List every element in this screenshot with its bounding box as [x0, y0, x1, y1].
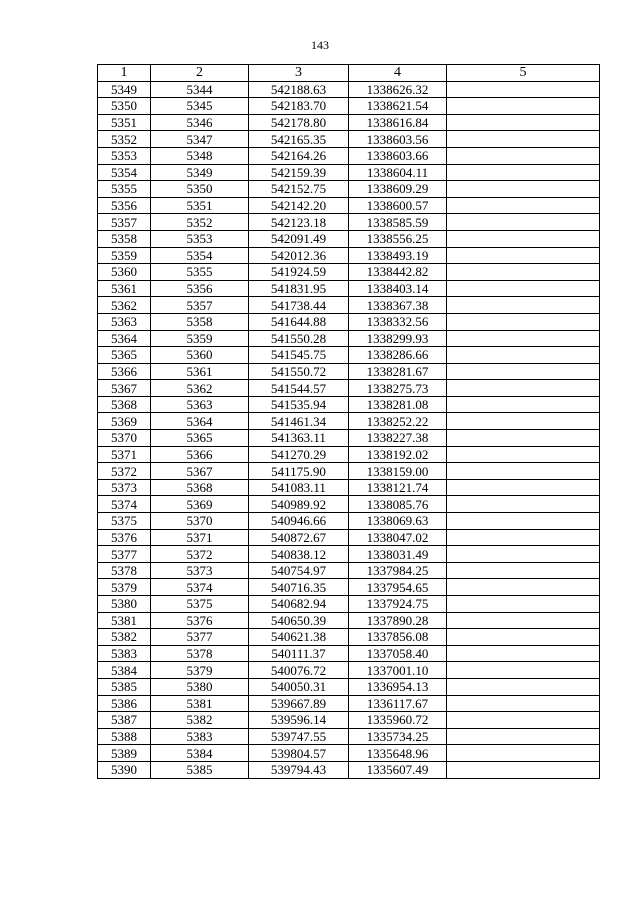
table-cell: 1338085.76 [349, 496, 447, 513]
table-cell: 5347 [151, 131, 249, 148]
table-cell: 5365 [151, 430, 249, 447]
table-cell: 5376 [151, 612, 249, 629]
table-cell: 5375 [151, 596, 249, 613]
table-cell [447, 728, 600, 745]
table-row [98, 313, 600, 330]
table-row [98, 761, 600, 778]
table-cell: 5355 [151, 264, 249, 281]
table-cell: 540111.37 [249, 645, 349, 662]
table-row [98, 678, 600, 695]
table-cell: 5360 [151, 347, 249, 364]
table-cell [447, 147, 600, 164]
table-cell [447, 380, 600, 397]
table-cell: 1338299.93 [349, 330, 447, 347]
table-cell: 540682.94 [249, 596, 349, 613]
table-cell: 542012.36 [249, 247, 349, 264]
table-cell: 542142.20 [249, 197, 349, 214]
table-cell: 541644.88 [249, 313, 349, 330]
table-cell: 541363.11 [249, 430, 349, 447]
table-cell: 5352 [151, 214, 249, 231]
table-cell: 539794.43 [249, 761, 349, 778]
table-cell: 540716.35 [249, 579, 349, 596]
table-row [98, 114, 600, 131]
table-cell [447, 596, 600, 613]
table-cell: 1337856.08 [349, 629, 447, 646]
page-number: 143 [311, 38, 329, 52]
table-cell [447, 662, 600, 679]
table-cell [447, 330, 600, 347]
table-row [98, 662, 600, 679]
table-cell [447, 529, 600, 546]
table-cell: 1338069.63 [349, 513, 447, 530]
table-row [98, 98, 600, 115]
table-row [98, 629, 600, 646]
table-row [98, 430, 600, 447]
table-cell: 5353 [98, 147, 151, 164]
table-row [98, 280, 600, 297]
table-cell: 5351 [151, 197, 249, 214]
table-cell: 542152.75 [249, 181, 349, 198]
table-cell: 5388 [98, 728, 151, 745]
table-row [98, 496, 600, 513]
table-cell: 1338556.25 [349, 230, 447, 247]
table-row [98, 396, 600, 413]
table-cell: 539667.89 [249, 695, 349, 712]
column-header: 2 [151, 65, 249, 82]
table-cell [447, 496, 600, 513]
table-cell: 539804.57 [249, 745, 349, 762]
table-cell [447, 164, 600, 181]
table-cell: 5366 [151, 446, 249, 463]
table-cell [447, 712, 600, 729]
table-cell: 5371 [98, 446, 151, 463]
table-cell: 5363 [151, 396, 249, 413]
table-cell [447, 114, 600, 131]
column-header: 1 [98, 65, 151, 82]
table-cell: 5350 [98, 98, 151, 115]
table-row [98, 596, 600, 613]
table-cell: 541270.29 [249, 446, 349, 463]
table-cell: 5358 [151, 313, 249, 330]
table-cell: 5354 [98, 164, 151, 181]
table-cell: 5374 [151, 579, 249, 596]
table-row [98, 579, 600, 596]
table-row [98, 264, 600, 281]
table-cell [447, 579, 600, 596]
table-cell [447, 98, 600, 115]
table-row [98, 463, 600, 480]
table-cell: 540838.12 [249, 546, 349, 563]
table-cell: 5351 [98, 114, 151, 131]
table-row [98, 612, 600, 629]
table-cell: 541550.28 [249, 330, 349, 347]
table-cell: 1338227.38 [349, 430, 447, 447]
table-cell: 1338252.22 [349, 413, 447, 430]
table-cell [447, 546, 600, 563]
table-row [98, 247, 600, 264]
column-header: 3 [249, 65, 349, 82]
table-cell: 5353 [151, 230, 249, 247]
table-row [98, 380, 600, 397]
table-cell: 5378 [151, 645, 249, 662]
table-cell: 5356 [98, 197, 151, 214]
table-cell [447, 413, 600, 430]
table-cell: 5352 [98, 131, 151, 148]
table-cell: 540754.97 [249, 562, 349, 579]
table-row [98, 347, 600, 364]
table-cell: 540650.39 [249, 612, 349, 629]
table-cell [447, 197, 600, 214]
table-cell: 5376 [98, 529, 151, 546]
table-row [98, 147, 600, 164]
table-cell: 5358 [98, 230, 151, 247]
table-cell [447, 479, 600, 496]
table-row [98, 546, 600, 563]
table-cell: 5389 [98, 745, 151, 762]
table-cell: 1338192.02 [349, 446, 447, 463]
table-cell: 1338609.29 [349, 181, 447, 198]
table-cell: 541831.95 [249, 280, 349, 297]
table-cell: 1338275.73 [349, 380, 447, 397]
table-row [98, 230, 600, 247]
table-cell: 541924.59 [249, 264, 349, 281]
table-row [98, 197, 600, 214]
table-cell: 5390 [98, 761, 151, 778]
table-cell [447, 745, 600, 762]
table-cell: 5381 [151, 695, 249, 712]
table-cell: 1338585.59 [349, 214, 447, 231]
table-cell: 5346 [151, 114, 249, 131]
table-row [98, 330, 600, 347]
table-cell: 1338626.32 [349, 81, 447, 98]
table-cell: 5349 [98, 81, 151, 98]
table-cell: 5357 [98, 214, 151, 231]
table-cell: 5386 [98, 695, 151, 712]
table-cell: 5371 [151, 529, 249, 546]
table-cell: 5384 [151, 745, 249, 762]
table-cell: 541545.75 [249, 347, 349, 364]
table-row [98, 745, 600, 762]
table-cell [447, 430, 600, 447]
table-cell: 5345 [151, 98, 249, 115]
table-cell: 542164.26 [249, 147, 349, 164]
table-cell: 542188.63 [249, 81, 349, 98]
table-cell: 541461.34 [249, 413, 349, 430]
table-cell [447, 678, 600, 695]
table-cell: 540946.66 [249, 513, 349, 530]
table-cell [447, 446, 600, 463]
table-row [98, 81, 600, 98]
table-cell: 5374 [98, 496, 151, 513]
table-cell: 1337058.40 [349, 645, 447, 662]
table-cell: 5369 [151, 496, 249, 513]
table-cell: 1335734.25 [349, 728, 447, 745]
table-cell: 1337001.10 [349, 662, 447, 679]
table-cell [447, 513, 600, 530]
table-cell: 1338604.11 [349, 164, 447, 181]
table-cell [447, 363, 600, 380]
table-row [98, 529, 600, 546]
table-row [98, 562, 600, 579]
table-cell: 1335960.72 [349, 712, 447, 729]
table-row [98, 413, 600, 430]
table-row [98, 712, 600, 729]
table-cell: 1338367.38 [349, 297, 447, 314]
table-cell: 1336954.13 [349, 678, 447, 695]
table-cell: 539747.55 [249, 728, 349, 745]
table-cell: 5365 [98, 347, 151, 364]
table-cell [447, 313, 600, 330]
table-cell: 5354 [151, 247, 249, 264]
table-cell: 1338603.56 [349, 131, 447, 148]
table-cell: 5382 [151, 712, 249, 729]
coordinates-table [97, 64, 600, 779]
column-header: 4 [349, 65, 447, 82]
table-row [98, 214, 600, 231]
table-body [98, 81, 600, 778]
table-cell [447, 181, 600, 198]
table-cell: 1338603.66 [349, 147, 447, 164]
table-cell: 5360 [98, 264, 151, 281]
table-cell: 5367 [151, 463, 249, 480]
table-row [98, 131, 600, 148]
table-cell: 5379 [98, 579, 151, 596]
table-cell: 542091.49 [249, 230, 349, 247]
table-cell: 1338031.49 [349, 546, 447, 563]
table-cell: 5350 [151, 181, 249, 198]
table-row [98, 645, 600, 662]
table-row [98, 164, 600, 181]
table-cell: 5348 [151, 147, 249, 164]
table-cell: 541535.94 [249, 396, 349, 413]
table-cell [447, 695, 600, 712]
table-cell: 5384 [98, 662, 151, 679]
table-cell: 540050.31 [249, 678, 349, 695]
table-cell: 5359 [151, 330, 249, 347]
table-cell: 540989.92 [249, 496, 349, 513]
table-cell: 542183.70 [249, 98, 349, 115]
table-cell: 1338281.08 [349, 396, 447, 413]
table-row [98, 181, 600, 198]
table-cell: 1338332.56 [349, 313, 447, 330]
table-cell: 5383 [98, 645, 151, 662]
table-cell: 5362 [98, 297, 151, 314]
table-cell: 5377 [98, 546, 151, 563]
table-cell: 541175.90 [249, 463, 349, 480]
table-cell: 5363 [98, 313, 151, 330]
table-cell: 5357 [151, 297, 249, 314]
table-row [98, 728, 600, 745]
column-header: 5 [447, 65, 600, 82]
table-cell: 1338442.82 [349, 264, 447, 281]
table-cell: 1337954.65 [349, 579, 447, 596]
table-cell: 5367 [98, 380, 151, 397]
table-cell: 5373 [151, 562, 249, 579]
table-cell [447, 761, 600, 778]
table-cell [447, 280, 600, 297]
table-cell: 1338159.00 [349, 463, 447, 480]
table-cell [447, 297, 600, 314]
table-cell [447, 645, 600, 662]
table-cell: 5373 [98, 479, 151, 496]
table-cell: 5364 [151, 413, 249, 430]
table-cell: 5361 [98, 280, 151, 297]
table-cell [447, 463, 600, 480]
table-cell: 5372 [98, 463, 151, 480]
table-row [98, 479, 600, 496]
table-cell: 1338403.14 [349, 280, 447, 297]
table-cell: 1337924.75 [349, 596, 447, 613]
table-cell: 5356 [151, 280, 249, 297]
table-cell: 5364 [98, 330, 151, 347]
table-cell: 541083.11 [249, 479, 349, 496]
table-header-row [98, 65, 600, 82]
table-cell: 1337890.28 [349, 612, 447, 629]
table-cell: 1338621.54 [349, 98, 447, 115]
table-row [98, 695, 600, 712]
table-cell: 5349 [151, 164, 249, 181]
table-cell: 5368 [98, 396, 151, 413]
table-cell [447, 81, 600, 98]
table-cell: 1338600.57 [349, 197, 447, 214]
table-cell: 542123.18 [249, 214, 349, 231]
table-cell: 5379 [151, 662, 249, 679]
table-cell: 5381 [98, 612, 151, 629]
table-cell: 540076.72 [249, 662, 349, 679]
table-cell: 1338286.66 [349, 347, 447, 364]
table-cell: 1338121.74 [349, 479, 447, 496]
table-cell: 5366 [98, 363, 151, 380]
table-cell: 541550.72 [249, 363, 349, 380]
table-row [98, 363, 600, 380]
table-cell: 542165.35 [249, 131, 349, 148]
table-cell: 5370 [151, 513, 249, 530]
table-row [98, 297, 600, 314]
table-cell: 5361 [151, 363, 249, 380]
table-row [98, 513, 600, 530]
table-cell: 5385 [98, 678, 151, 695]
table-cell [447, 264, 600, 281]
table-cell [447, 562, 600, 579]
table-cell: 1336117.67 [349, 695, 447, 712]
table-cell: 541738.44 [249, 297, 349, 314]
table-cell: 1338281.67 [349, 363, 447, 380]
table-cell: 5362 [151, 380, 249, 397]
table-cell: 541544.57 [249, 380, 349, 397]
table-cell: 1337984.25 [349, 562, 447, 579]
table-cell: 1335607.49 [349, 761, 447, 778]
table-cell: 5387 [98, 712, 151, 729]
table-cell: 540621.38 [249, 629, 349, 646]
table-cell: 542178.80 [249, 114, 349, 131]
table-cell: 540872.67 [249, 529, 349, 546]
table-cell: 1335648.96 [349, 745, 447, 762]
table-cell: 542159.39 [249, 164, 349, 181]
table-cell: 1338493.19 [349, 247, 447, 264]
table-cell [447, 612, 600, 629]
table-cell: 1338616.84 [349, 114, 447, 131]
table-cell: 5355 [98, 181, 151, 198]
table-cell: 5383 [151, 728, 249, 745]
table-cell: 5359 [98, 247, 151, 264]
table-cell [447, 230, 600, 247]
table-cell: 5344 [151, 81, 249, 98]
table-cell: 5377 [151, 629, 249, 646]
table-cell [447, 131, 600, 148]
table-cell: 5370 [98, 430, 151, 447]
table-cell [447, 629, 600, 646]
table-cell: 1338047.02 [349, 529, 447, 546]
table-cell: 539596.14 [249, 712, 349, 729]
table-cell [447, 247, 600, 264]
table-cell: 5378 [98, 562, 151, 579]
table-cell: 5382 [98, 629, 151, 646]
table-cell: 5368 [151, 479, 249, 496]
table-cell: 5385 [151, 761, 249, 778]
table-row [98, 446, 600, 463]
table-cell [447, 347, 600, 364]
table-cell: 5372 [151, 546, 249, 563]
table-cell: 5380 [98, 596, 151, 613]
table-cell: 5369 [98, 413, 151, 430]
table-cell [447, 214, 600, 231]
table-cell: 5380 [151, 678, 249, 695]
table-cell: 5375 [98, 513, 151, 530]
table-cell [447, 396, 600, 413]
